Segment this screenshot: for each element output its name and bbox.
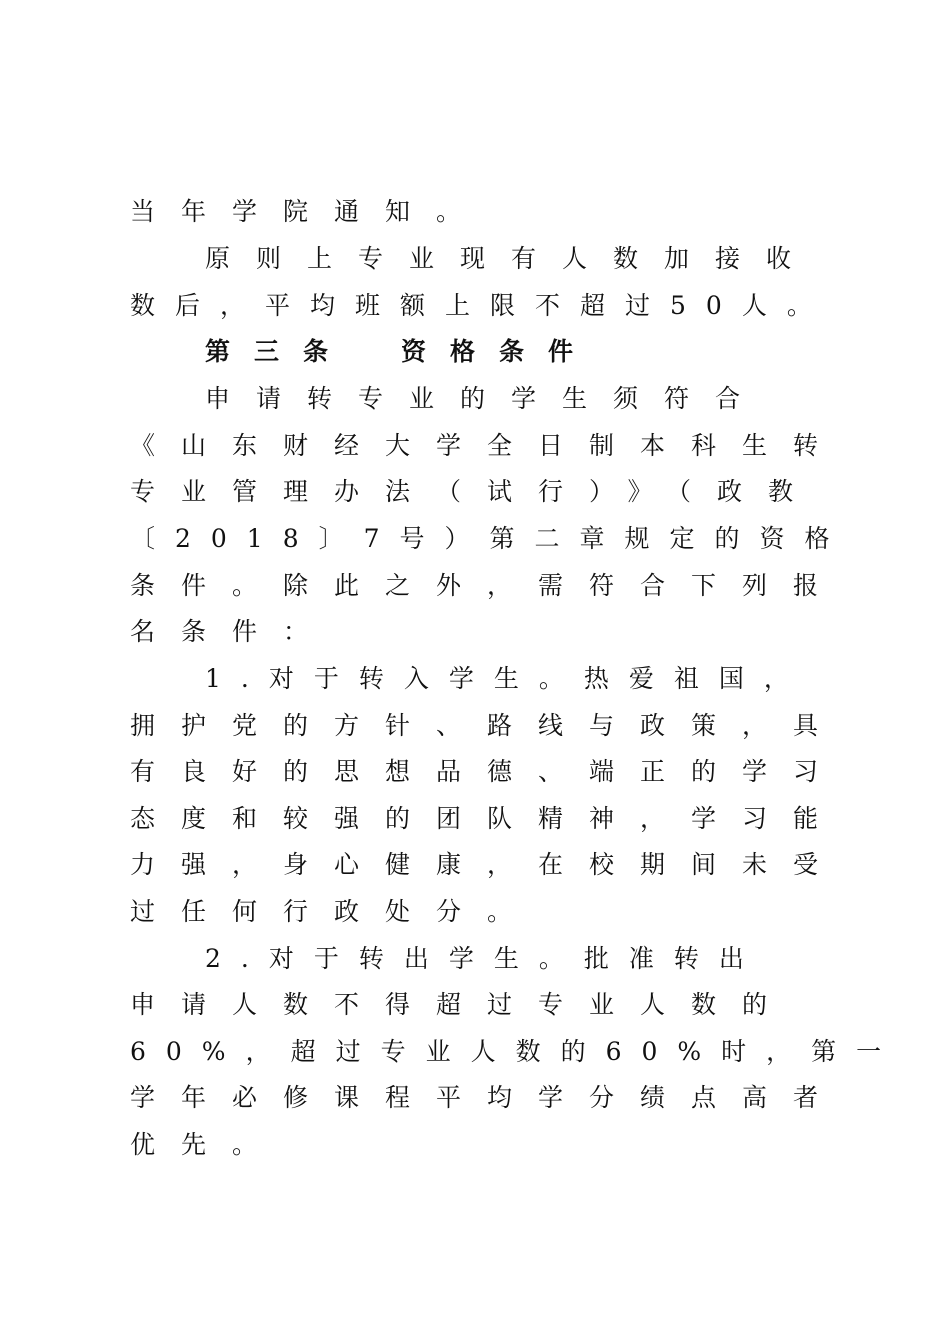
paragraph-line: 力强，身心健康，在校期间未受 <box>130 850 845 879</box>
paragraph-line: 条件。除此之外，需符合下列报 <box>130 571 845 600</box>
list-item-line: 2.对于转出学生。批准转出 <box>205 944 764 973</box>
paragraph-line: 60%，超过专业人数的60%时，第一 <box>130 1037 902 1066</box>
paragraph-line: 专业管理办法（试行）》（政教 <box>130 477 820 506</box>
paragraph-line: 申请人数不得超过专业人数的 <box>130 990 794 1019</box>
section-heading: 第三条 资格条件 <box>205 337 598 366</box>
paragraph-line: 《山东财经大学全日制本科生转 <box>130 431 845 460</box>
paragraph-line: 学年必修课程平均学分绩点高者 <box>130 1083 845 1112</box>
paragraph-line: 拥护党的方针、路线与政策，具 <box>130 711 845 740</box>
paragraph-line: 数后，平均班额上限不超过50人。 <box>130 291 832 320</box>
paragraph-line: 有良好的思想品德、端正的学习 <box>130 757 845 786</box>
paragraph-line: 原则上专业现有人数加接收 <box>205 244 818 273</box>
paragraph-line: 优先。 <box>130 1130 284 1159</box>
paragraph-line: 态度和较强的团队精神，学习能 <box>130 804 845 833</box>
paragraph-line: 名条件： <box>130 617 335 646</box>
list-item-line: 1.对于转入学生。热爱祖国， <box>205 664 809 693</box>
paragraph-line: 过任何行政处分。 <box>130 897 539 926</box>
paragraph-line: 申请转专业的学生须符合 <box>205 384 767 413</box>
paragraph-line: 〔2018〕7号）第二章规定的资格 <box>130 524 850 553</box>
paragraph-line: 当年学院通知。 <box>130 197 488 226</box>
